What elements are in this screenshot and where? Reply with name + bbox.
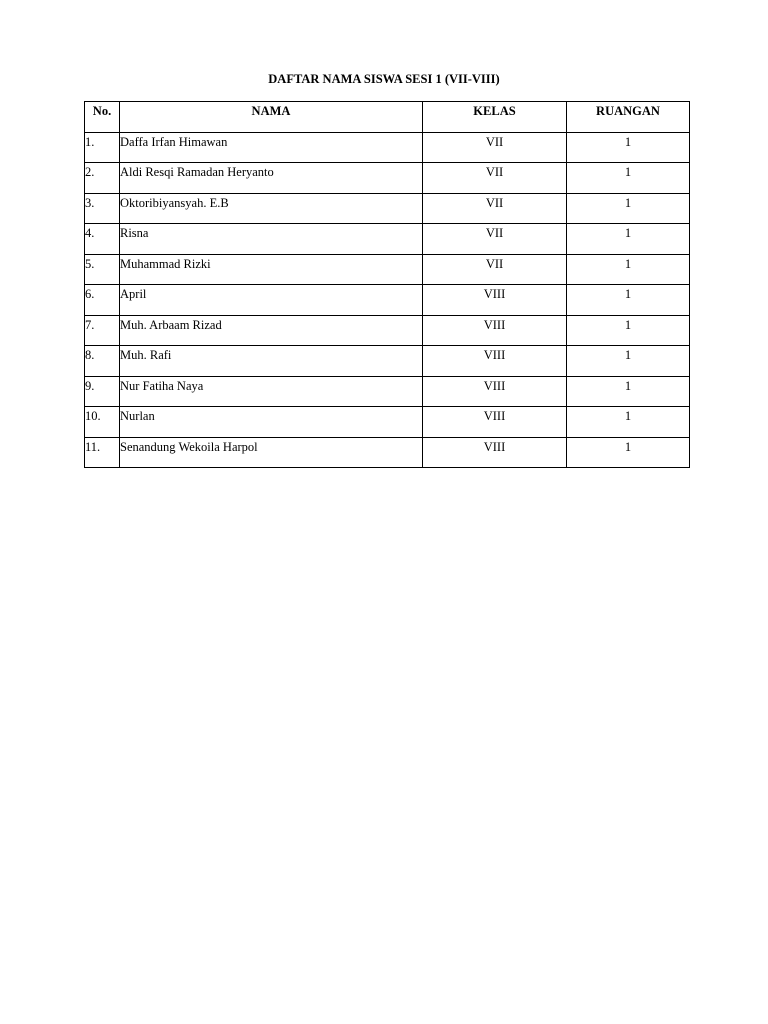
- row-kelas: VIII: [423, 315, 567, 346]
- row-nama: Muh. Arbaam Rizad: [120, 315, 423, 346]
- row-nama: April: [120, 285, 423, 316]
- row-no: 5.: [85, 254, 120, 285]
- row-nama: Nurlan: [120, 407, 423, 438]
- header-no: No.: [85, 102, 120, 133]
- row-ruangan: 1: [567, 132, 690, 163]
- row-ruangan: 1: [567, 285, 690, 316]
- row-no: 9.: [85, 376, 120, 407]
- row-no: 6.: [85, 285, 120, 316]
- row-kelas: VIII: [423, 407, 567, 438]
- header-kelas: KELAS: [423, 102, 567, 133]
- table-row: [85, 224, 690, 255]
- row-ruangan: 1: [567, 315, 690, 346]
- table-row: [85, 376, 690, 407]
- row-nama: Daffa Irfan Himawan: [120, 132, 423, 163]
- row-nama: Risna: [120, 224, 423, 255]
- row-no: 8.: [85, 346, 120, 377]
- row-kelas: VII: [423, 163, 567, 194]
- table-row: [85, 285, 690, 316]
- table-row: [85, 193, 690, 224]
- row-kelas: VII: [423, 193, 567, 224]
- row-nama: Oktoribiyansyah. E.B: [120, 193, 423, 224]
- table-row: [85, 437, 690, 468]
- header-nama: NAMA: [120, 102, 423, 133]
- row-no: 4.: [85, 224, 120, 255]
- table-row: [85, 132, 690, 163]
- row-nama: Senandung Wekoila Harpol: [120, 437, 423, 468]
- table-row: [85, 346, 690, 377]
- row-kelas: VIII: [423, 285, 567, 316]
- document-title: DAFTAR NAMA SISWA SESI 1 (VII-VIII): [268, 72, 500, 86]
- row-no: 7.: [85, 315, 120, 346]
- row-kelas: VIII: [423, 437, 567, 468]
- row-ruangan: 1: [567, 224, 690, 255]
- row-kelas: VIII: [423, 346, 567, 377]
- row-ruangan: 1: [567, 193, 690, 224]
- row-ruangan: 1: [567, 254, 690, 285]
- row-no: 2.: [85, 163, 120, 194]
- row-ruangan: 1: [567, 407, 690, 438]
- row-nama: Aldi Resqi Ramadan Heryanto: [120, 163, 423, 194]
- table-row: [85, 407, 690, 438]
- row-kelas: VII: [423, 254, 567, 285]
- row-kelas: VIII: [423, 376, 567, 407]
- row-nama: Muhammad Rizki: [120, 254, 423, 285]
- row-no: 10.: [85, 407, 120, 438]
- row-ruangan: 1: [567, 346, 690, 377]
- student-table: [84, 101, 690, 468]
- row-kelas: VII: [423, 224, 567, 255]
- row-ruangan: 1: [567, 163, 690, 194]
- table-header-row: [85, 102, 690, 133]
- header-ruangan: RUANGAN: [567, 102, 690, 133]
- row-no: 11.: [85, 437, 120, 468]
- row-nama: Nur Fatiha Naya: [120, 376, 423, 407]
- row-nama: Muh. Rafi: [120, 346, 423, 377]
- table-row: [85, 163, 690, 194]
- table-row: [85, 315, 690, 346]
- row-kelas: VII: [423, 132, 567, 163]
- row-no: 1.: [85, 132, 120, 163]
- table-row: [85, 254, 690, 285]
- row-no: 3.: [85, 193, 120, 224]
- row-ruangan: 1: [567, 376, 690, 407]
- row-ruangan: 1: [567, 437, 690, 468]
